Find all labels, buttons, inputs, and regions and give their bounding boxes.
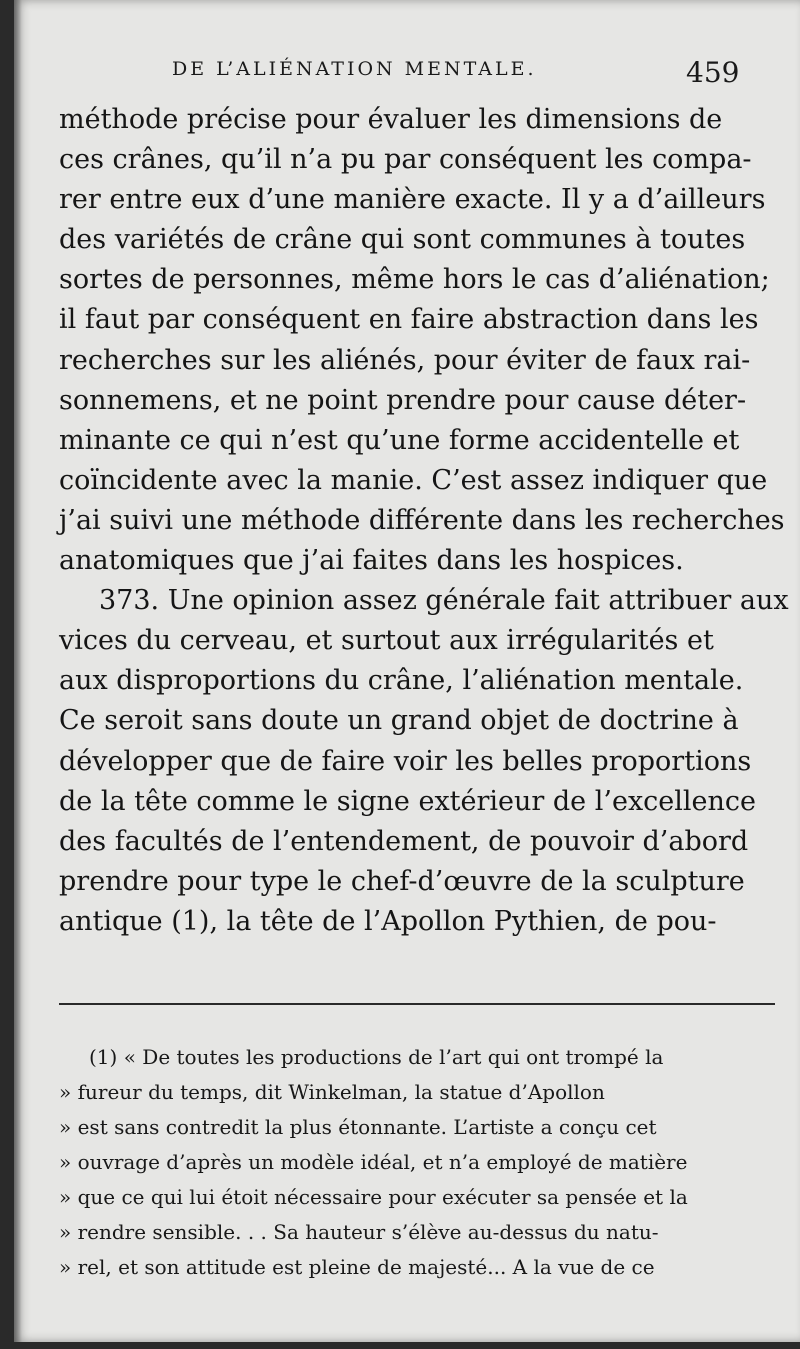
text-line: de la tête comme le signe extérieur de l’excellence xyxy=(59,785,757,817)
text-line: des facultés de l’entendement, de pouvoir d’abord xyxy=(59,825,749,857)
text-line: prendre pour type le chef-d’œuvre de la sculpture xyxy=(59,865,745,897)
text-line: vices du cerveau, et surtout aux irrégularités et xyxy=(59,625,714,657)
page-number: 459 xyxy=(686,56,740,89)
footnote-line: (1) « De toutes les productions de l’art qui ont trompé la xyxy=(89,1045,664,1069)
footnote-line: » ouvrage d’après un modèle idéal, et n’a employé de matière xyxy=(59,1150,688,1174)
text-line: aux disproportions du crâne, l’aliénation mentale. xyxy=(59,665,744,697)
text-line: coïncidente avec la manie. C’est assez indiquer que xyxy=(59,464,768,496)
footnote-line: » que ce qui lui étoit nécessaire pour exécuter sa pensée et la xyxy=(59,1185,688,1209)
page-gutter-shadow xyxy=(14,0,22,1342)
text-line: anatomiques que j’ai faites dans les hospices. xyxy=(59,545,684,577)
text-line: minante ce qui n’est qu’une forme accidentelle et xyxy=(59,424,740,456)
text-line: développer que de faire voir les belles proportions xyxy=(59,745,752,777)
text-line: des variétés de crâne qui sont communes à toutes xyxy=(59,224,746,256)
footnote xyxy=(59,1040,775,1285)
footnote-divider xyxy=(59,1003,775,1005)
text-line: méthode précise pour évaluer les dimensions de xyxy=(59,104,723,135)
footnote-line: » fureur du temps, dit Winkelman, la statue d’Apollon xyxy=(59,1080,605,1104)
footnote-line: » rel, et son attitude est pleine de majesté... A la vue de ce xyxy=(59,1255,655,1279)
book-page xyxy=(14,0,800,1342)
footnote-line: » rendre sensible. . . Sa hauteur s’élève au-dessus du natu- xyxy=(59,1220,659,1244)
footnote-line: » est sans contredit la plus étonnante. L’artiste a conçu cet xyxy=(59,1115,657,1139)
text-line: recherches sur les aliénés, pour éviter de faux rai- xyxy=(59,344,751,376)
page-header xyxy=(14,58,800,92)
text-line: j’ai suivi une méthode différente dans les recherches xyxy=(59,504,785,536)
main-text xyxy=(59,100,789,942)
text-line: il faut par conséquent en faire abstraction dans les xyxy=(59,304,759,336)
running-title: DE L’ALIÉNATION MENTALE. xyxy=(172,58,537,80)
text-line: ces crânes, qu’il n’a pu par conséquent les compa- xyxy=(59,144,752,176)
text-line: sortes de personnes, même hors le cas d’aliénation; xyxy=(59,264,770,296)
text-line: Ce seroit sans doute un grand objet de doctrine à xyxy=(59,705,739,737)
paragraph-start-line: 373. Une opinion assez générale fait attribuer aux xyxy=(99,585,789,617)
text-line: rer entre eux d’une manière exacte. Il y a d’ailleurs xyxy=(59,184,766,216)
text-line: antique (1), la tête de l’Apollon Pythien, de pou- xyxy=(59,905,717,937)
text-line: sonnemens, et ne point prendre pour cause déter- xyxy=(59,384,747,416)
